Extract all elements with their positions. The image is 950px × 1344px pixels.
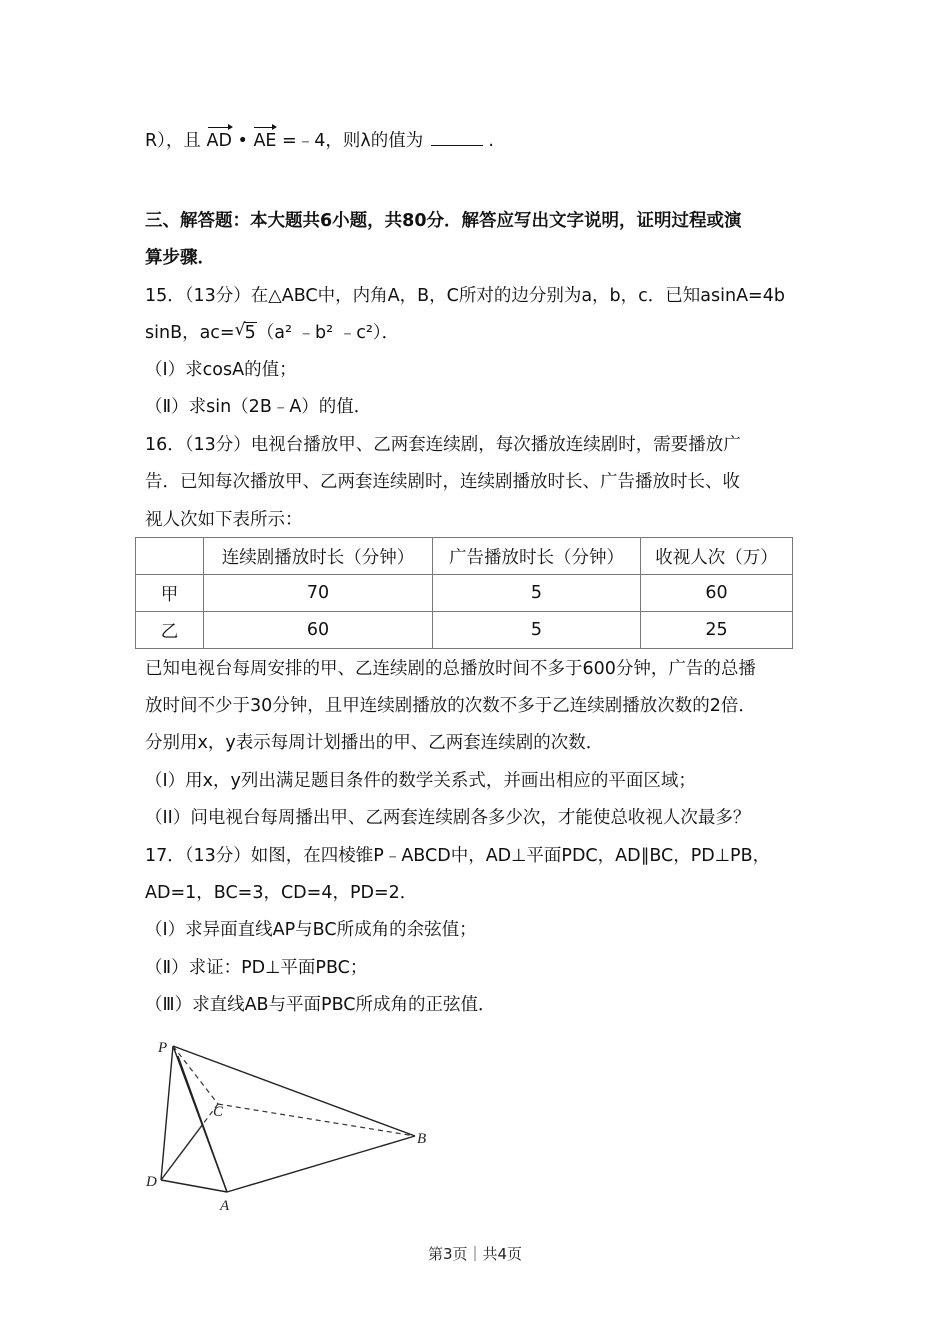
q16-part1: （I）用x，y列出满足题目条件的数学关系式，并画出相应的平面区域； <box>145 771 696 791</box>
section3-heading-line1: 三、解答题：本大题共6小题，共80分．解答应写出文字说明，证明过程或演 <box>145 211 742 231</box>
q16-line5: 放时间不少于30分钟，且甲连续剧播放的次数不多于乙连续剧播放次数的2倍． <box>145 696 756 716</box>
q17-line1: 17．（13分）如图，在四棱锥P﹣ABCD中，AD⊥平面PDC，AD∥BC，PD⊥PB， <box>145 846 771 866</box>
q15-line1: 15．（13分）在△ABC中，内角A，B，C所对的边分别为a，b，c．已知asinA=4b <box>145 286 785 306</box>
table-row <box>136 612 793 649</box>
label-p: P <box>158 1040 168 1056</box>
q15-part2: （Ⅱ）求sin（2B﹣A）的值． <box>145 397 372 417</box>
page-footer: 第3页｜共4页 <box>427 1245 523 1263</box>
table-row <box>136 575 793 612</box>
q16-line4: 已知电视台每周安排的甲、乙连续剧的总播放时间不多于600分钟，广告的总播 <box>145 659 756 679</box>
q14-text-1: R），且 <box>145 131 201 151</box>
label-d: D <box>146 1174 157 1190</box>
q17-part3: （Ⅲ）求直线AB与平面PBC所成角的正弦值． <box>145 995 496 1015</box>
section3-heading-line2: 算步骤． <box>145 248 215 268</box>
edge-pb <box>173 1046 415 1136</box>
edge-pd <box>161 1046 173 1180</box>
edge-cb <box>218 1104 415 1136</box>
broadcast-table <box>135 537 793 649</box>
q17-part1: （Ⅰ）求异面直线AP与BC所成角的余弦值； <box>145 920 477 940</box>
table-header-cell: 广告播放时长（分钟） <box>433 538 641 575</box>
q17-part2: （Ⅱ）求证：PD⊥平面PBC； <box>145 958 368 978</box>
table-cell: 甲 <box>136 575 204 612</box>
edge-da <box>161 1180 227 1192</box>
table-cell: 70 <box>204 575 433 612</box>
table-header-row <box>136 538 793 575</box>
q15-line2 <box>145 321 399 345</box>
table-header-cell: 连续剧播放时长（分钟） <box>204 538 433 575</box>
dot-operator: • <box>237 131 248 151</box>
table-header-cell <box>136 538 204 575</box>
sqrt-5: √ 5 <box>234 320 256 343</box>
q16-line3: 视人次如下表所示： <box>145 510 303 530</box>
pyramid-figure <box>140 1030 440 1215</box>
table-header-cell: 收视人次（万） <box>641 538 793 575</box>
q14-tail-line <box>145 129 494 153</box>
q15-line2-b: （a² ﹣b² ﹣c²）． <box>256 323 400 343</box>
vector-ad: AD <box>206 131 232 151</box>
q16-line1: 16．（13分）电视台播放甲、乙两套连续剧，每次播放连续剧时，需要播放广 <box>145 435 741 455</box>
answer-blank <box>431 131 483 146</box>
q14-text-2: =﹣4，则λ的值为 <box>282 131 424 151</box>
q17-line2: AD=1，BC=3，CD=4，PD=2． <box>145 883 418 903</box>
q14-period: . <box>488 131 494 151</box>
edge-a-inner <box>178 1056 227 1192</box>
table-cell: 60 <box>204 612 433 649</box>
table-cell: 乙 <box>136 612 204 649</box>
q16-part2: （II）问电视台每周播出甲、乙两套连续剧各多少次，才能使总收视人次最多？ <box>145 808 751 828</box>
table-cell: 5 <box>433 612 641 649</box>
vector-ae: AE <box>253 131 277 151</box>
q15-part1: （Ⅰ）求cosA的值； <box>145 360 297 380</box>
table-cell: 60 <box>641 575 793 612</box>
edge-ab <box>227 1136 415 1192</box>
q16-line6: 分别用x，y表示每周计划播出的甲、乙两套连续剧的次数． <box>145 733 604 753</box>
label-b: B <box>417 1131 427 1147</box>
label-a: A <box>220 1198 230 1214</box>
label-c: C <box>213 1104 224 1120</box>
q16-line2: 告．已知每次播放甲、乙两套连续剧时，连续剧播放时长、广告播放时长、收 <box>145 472 740 492</box>
table-cell: 25 <box>641 612 793 649</box>
q15-line2-a: sinB，ac= <box>145 323 235 343</box>
table-cell: 5 <box>433 575 641 612</box>
